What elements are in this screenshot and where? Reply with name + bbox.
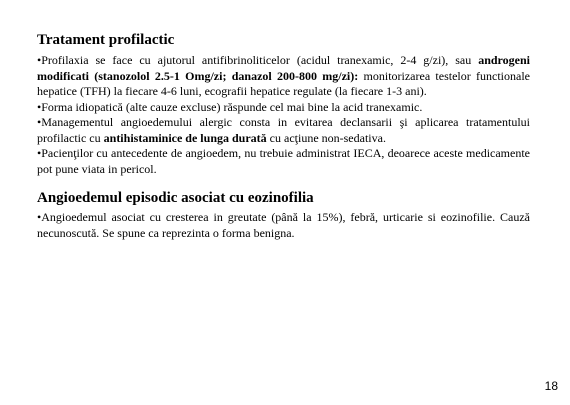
page-number: 18	[544, 379, 558, 393]
bullet-prophylaxis-text-2: monitorizarea testelor functionale hepatice (TFH) la fiecare 4-6 luni, ecografii hepatice regulate (la fiecare 1-3 ani).	[37, 68, 530, 98]
bullet-allergic-bold: antihistaminice de lunga durată	[103, 130, 267, 145]
section-title-episodic-angioedema: Angioedemul episodic asociat cu eozinofilia	[37, 190, 314, 206]
bullet-ace-inhibitor-warning: •Pacienţilor cu antecedente de angioedem, nu trebuie administrat IECA, deoarece aceste medicamente pot pune viata in pericol.	[37, 146, 530, 176]
bullet-allergic-text-2: cu acţiune non-sedativa.	[266, 130, 386, 145]
bullet-allergic-text-1: •Managementul angioedemului alergic consta in evitarea declansarii şi aplicarea tratamentului profilactic cu	[37, 115, 530, 145]
section-title-prophylactic-treatment: Tratament profilactic	[37, 32, 175, 48]
bullet-episodic-angioedema: •Angioedemul asociat cu cresterea in greutate (până la 15%), febră, urticarie si eozinofilie. Cauză necunoscută. Se spune ca reprezinta o forma benigna.	[37, 210, 530, 240]
bullet-prophylaxis-text-1: •Profilaxia se face cu ajutorul antifibrinoliticelor (acidul tranexamic, 2-4 g/zi), sau	[37, 53, 479, 67]
slide-content	[37, 30, 530, 241]
bullet-prophylaxis	[37, 53, 530, 100]
bullet-allergic-management	[37, 115, 530, 146]
bullet-idiopathic-form: •Forma idiopatică (alte cauze excluse) răspunde cel mai bine la acid tranexamic.	[37, 99, 423, 114]
bullet-prophylaxis-bold: androgeni modificati (stanozolol 2.5-1 Omg/zi; danazol 200-800 mg/zi):	[37, 53, 530, 83]
